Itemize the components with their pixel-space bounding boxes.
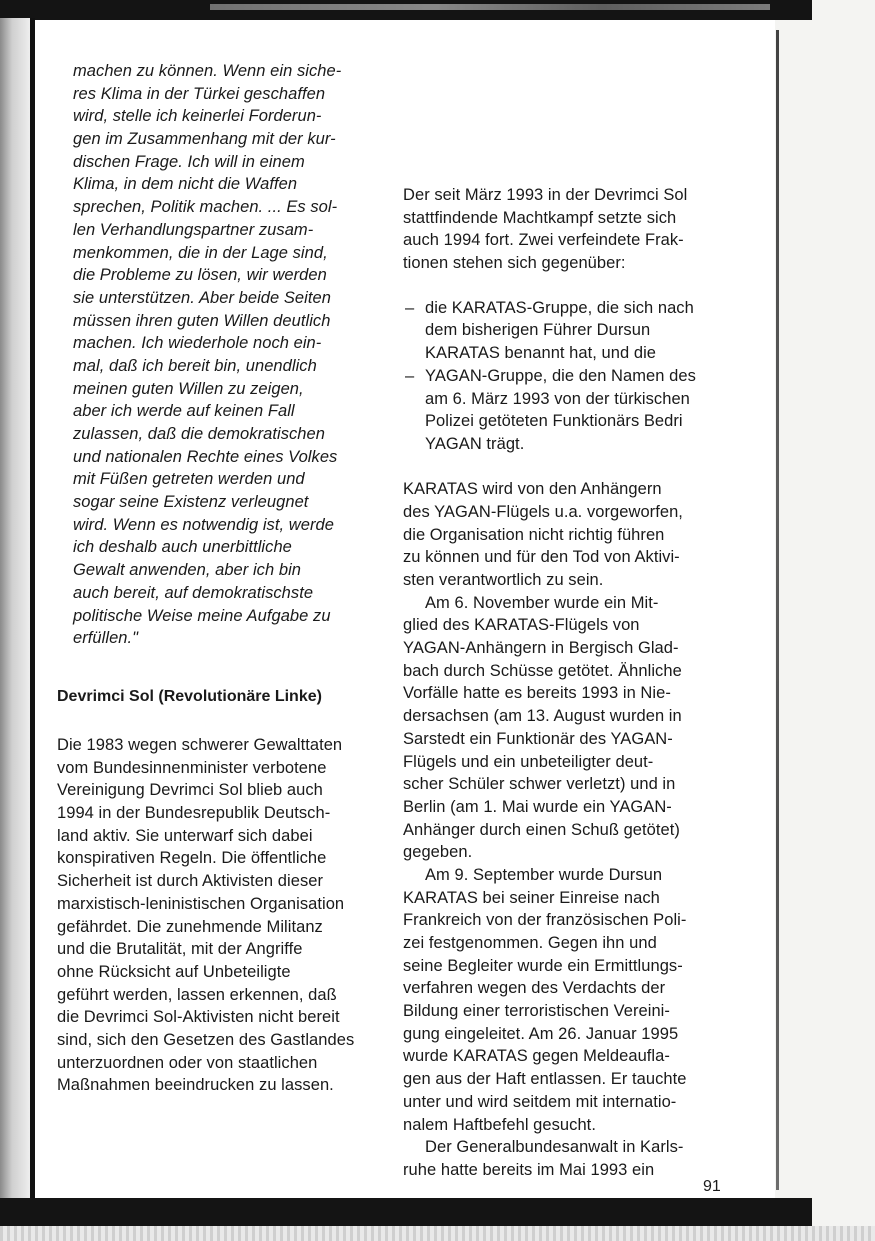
text-line: mit Füßen getreten werden und xyxy=(73,470,305,489)
scan-right-edge xyxy=(776,30,779,1190)
text-line: sprechen, Politik machen. ... Es sol- xyxy=(73,198,338,217)
text-line: menkommen, die in der Lage sind, xyxy=(73,243,328,262)
text-line: Vorfälle hatte es bereits 1993 in Nie- xyxy=(403,684,671,703)
text-line: sogar seine Existenz verleugnet xyxy=(73,493,309,512)
text-line: ohne Rücksicht auf Unbeteiligte xyxy=(57,962,291,981)
scan-bottom-border xyxy=(0,1198,812,1226)
text-line: wurde KARATAS gegen Meldeaufla- xyxy=(403,1047,670,1066)
text-line: unterzuordnen oder von staatlichen xyxy=(57,1053,318,1072)
text-line: 1994 in der Bundesrepublik Deutsch- xyxy=(57,804,331,823)
paragraph-generalbundesanwalt xyxy=(403,1136,733,1181)
text-line: gung eingeleitet. Am 26. Januar 1995 xyxy=(403,1024,679,1043)
text-line: und nationalen Rechte eines Volkes xyxy=(73,447,338,466)
text-line: wird. Wenn es notwendig ist, werde xyxy=(73,515,334,534)
text-line: nalem Haftbefehl gesucht. xyxy=(403,1115,596,1134)
text-line: politische Weise meine Aufgabe zu xyxy=(73,606,331,625)
text-line: erfüllen." xyxy=(73,629,139,648)
text-line: geführt werden, lassen erkennen, daß xyxy=(57,985,337,1004)
text-line: marxistisch-leninistischen Organisation xyxy=(57,894,345,913)
text-line: Der Generalbundesanwalt in Karls- xyxy=(425,1138,684,1157)
text-line: scher Schüler schwer verletzt) und in xyxy=(403,775,676,794)
scan-left-gutter xyxy=(0,18,30,1228)
text-line: die Devrimci Sol-Aktivisten nicht bereit xyxy=(57,1008,340,1027)
text-line: Polizei getöteten Funktionärs Bedri xyxy=(425,412,683,431)
dash-bullet: – xyxy=(405,366,415,385)
text-line: Bildung einer terroristischen Vereini- xyxy=(403,1002,670,1021)
text-line: res Klima in der Türkei geschaffen xyxy=(73,84,326,103)
text-line: Klima, in dem nicht die Waffen xyxy=(73,175,298,194)
quote-block xyxy=(73,60,408,650)
text-line: die Organisation nicht richtig führen xyxy=(403,525,665,544)
text-line: zu können und für den Tod von Aktivi- xyxy=(403,548,680,567)
text-line: Die 1983 wegen schwerer Gewalttaten xyxy=(57,736,343,754)
text-line: Vereinigung Devrimci Sol blieb auch xyxy=(57,781,323,800)
text-line: sten verantwortlich zu sein. xyxy=(403,571,604,589)
text-line: Maßnahmen beeindrucken zu lassen. xyxy=(57,1076,334,1095)
text-line: wird, stelle ich keinerlei Forderun- xyxy=(73,107,322,126)
text-line: die KARATAS-Gruppe, die sich nach xyxy=(425,298,694,317)
text-line: sie unterstützen. Aber beide Seiten xyxy=(73,288,331,307)
text-line: gegeben. xyxy=(403,843,473,862)
scan-bottom-edge xyxy=(0,1226,875,1241)
text-line: auch 1994 fort. Zwei verfeindete Frak- xyxy=(403,231,684,250)
text-line: Frankreich von der französischen Poli- xyxy=(403,911,687,930)
text-line: stattfindende Machtkampf setzte sich xyxy=(403,208,677,227)
intro-paragraph xyxy=(403,184,733,275)
text-line: gen aus der Haft entlassen. Er tauchte xyxy=(403,1070,687,1089)
paragraph-accusations xyxy=(403,478,733,591)
text-line: Sarstedt ein Funktionär des YAGAN- xyxy=(403,729,673,748)
text-line: unter und wird seitdem mit internatio- xyxy=(403,1092,677,1111)
text-line: die Probleme zu lösen, wir werden xyxy=(73,266,327,285)
text-line: KARATAS bei seiner Einreise nach xyxy=(403,888,660,907)
text-line: bach durch Schüsse getötet. Ähnliche xyxy=(403,661,682,680)
document-page xyxy=(35,20,775,1198)
right-column xyxy=(403,184,733,1182)
text-line: YAGAN trägt. xyxy=(425,434,525,453)
text-line: mal, daß ich bereit bin, unendlich xyxy=(73,356,317,375)
text-line: gen im Zusammenhang mit der kur- xyxy=(73,130,336,149)
text-line: am 6. März 1993 von der türkischen xyxy=(425,389,690,408)
text-line: dersachsen (am 13. August wurden in xyxy=(403,707,682,726)
text-line: und die Brutalität, mit der Angriffe xyxy=(57,940,303,959)
text-line: dischen Frage. Ich will in einem xyxy=(73,152,305,171)
text-line: YAGAN-Anhängern in Bergisch Glad- xyxy=(403,639,679,658)
paragraph-november-incident xyxy=(403,592,733,864)
section-heading: Devrimci Sol (Revolutionäre Linke) xyxy=(57,688,322,705)
text-line: Sicherheit ist durch Aktivisten dieser xyxy=(57,872,324,891)
text-line: aber ich werde auf keinen Fall xyxy=(73,402,295,421)
text-line: ruhe hatte bereits im Mai 1993 ein xyxy=(403,1160,655,1179)
text-line: des YAGAN-Flügels u.a. vorgeworfen, xyxy=(403,502,683,521)
text-line: Anhänger durch einen Schuß getötet) xyxy=(403,820,680,839)
page-number: 91 xyxy=(703,1178,721,1195)
text-line: sind, sich den Gesetzen des Gastlandes xyxy=(57,1030,355,1049)
text-line: land aktiv. Sie unterwarf sich dabei xyxy=(57,826,313,845)
paragraph-september-arrest xyxy=(403,864,733,1136)
text-line: len Verhandlungspartner zusam- xyxy=(73,220,314,239)
dash-bullet: – xyxy=(405,298,415,317)
text-line: Der seit März 1993 in der Devrimci Sol xyxy=(403,186,688,204)
scan-top-border xyxy=(0,0,812,20)
text-line: zei festgenommen. Gegen ihn und xyxy=(403,934,657,952)
text-line: Flügels und ein unbeteiligter deut- xyxy=(403,752,654,771)
text-line: seine Begleiter wurde ein Ermittlungs- xyxy=(403,956,683,975)
text-line: müssen ihren guten Willen deutlich xyxy=(73,311,331,330)
text-line: zulassen, daß die demokratischen xyxy=(73,425,325,443)
text-line: gefährdet. Die zunehmende Militanz xyxy=(57,917,323,936)
text-line: Am 6. November wurde ein Mit- xyxy=(425,593,659,612)
bullet-list xyxy=(403,297,733,456)
text-line: YAGAN-Gruppe, die den Namen des xyxy=(425,366,696,385)
text-line: dem bisherigen Führer Dursun xyxy=(425,321,651,340)
text-line: KARATAS wird von den Anhängern xyxy=(403,480,662,499)
text-line: KARATAS benannt hat, und die xyxy=(425,344,657,363)
text-line: glied des KARATAS-Flügels von xyxy=(403,616,640,635)
text-line: ich deshalb auch unerbittliche xyxy=(73,538,292,557)
text-line: machen zu können. Wenn ein siche- xyxy=(73,62,342,80)
text-line: tionen stehen sich gegenüber: xyxy=(403,254,626,273)
text-line: Am 9. September wurde Dursun xyxy=(425,865,663,884)
scan-top-highlight xyxy=(210,4,770,10)
section-body xyxy=(57,734,402,1097)
text-line: Berlin (am 1. Mai wurde ein YAGAN- xyxy=(403,797,672,816)
text-line: konspirativen Regeln. Die öffentliche xyxy=(57,849,327,868)
list-item xyxy=(403,365,733,456)
text-line: auch bereit, auf demokratischste xyxy=(73,583,314,602)
text-line: meinen guten Willen zu zeigen, xyxy=(73,379,304,398)
text-line: Gewalt anwenden, aber ich bin xyxy=(73,561,302,580)
text-line: vom Bundesinnenminister verbotene xyxy=(57,758,327,777)
text-line: machen. Ich wiederhole noch ein- xyxy=(73,334,322,353)
text-line: verfahren wegen des Verdachts der xyxy=(403,979,666,998)
list-item xyxy=(403,297,733,365)
